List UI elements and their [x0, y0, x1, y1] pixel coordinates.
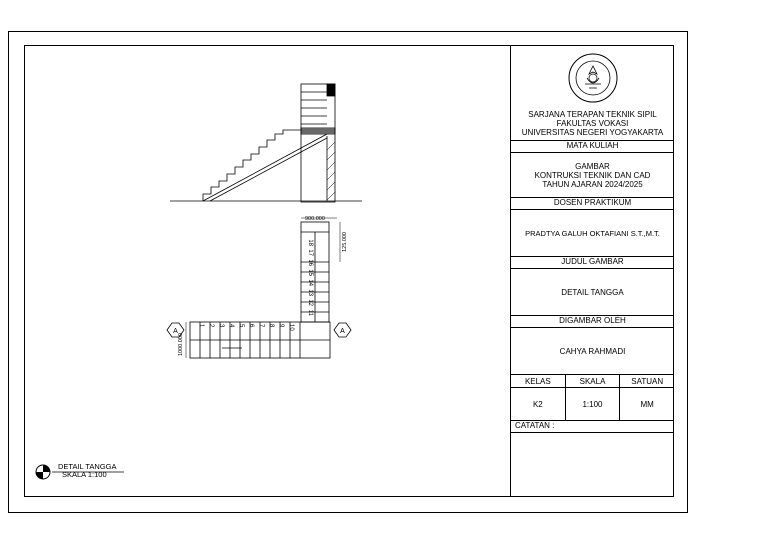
step-number: 2 [208, 324, 214, 328]
institution-line-3: UNIVERSITAS NEGERI YOGYAKARTA [521, 128, 664, 137]
svg-text:A: A [340, 328, 345, 335]
step-number: 5 [238, 324, 244, 328]
step-number: 7 [258, 324, 264, 328]
step-number: 17 [307, 249, 313, 256]
lecturer-name [511, 210, 674, 257]
step-number: 12 [307, 299, 313, 306]
dim-side: 125.000 [342, 232, 348, 252]
course-line-1: GAMBAR [575, 161, 610, 171]
dim-top: 900.000 [305, 216, 325, 222]
info-values [511, 388, 674, 421]
drawing-title [511, 269, 674, 316]
step-number: 6 [248, 324, 254, 328]
course-label: MATA KULIAH [511, 141, 674, 153]
step-number: 8 [268, 324, 274, 328]
header-kelas: KELAS [511, 375, 566, 387]
drawing-label-scale: SKALA 1:100 [62, 470, 107, 479]
header-satuan: SATUAN [631, 376, 664, 386]
value-satuan: MM [640, 399, 654, 409]
drawn-by [511, 328, 674, 375]
lecturer-text: PRADTYA GALUH OKTAFIANI S.T.,M.T. [525, 228, 660, 238]
drawing-label-title: DETAIL TANGGA [58, 462, 117, 471]
step-number: 1 [198, 324, 204, 328]
svg-text:A: A [173, 328, 178, 335]
step-number: 10 [288, 324, 294, 331]
title-block [510, 45, 674, 497]
dim-left: 1000.000 [178, 333, 184, 356]
stair-plan [186, 218, 340, 358]
header-skala: SKALA [566, 375, 621, 387]
institution-line-1: SARJANA TERAPAN TEKNIK SIPIL [528, 110, 657, 119]
notes-label: CATATAN : [511, 421, 674, 433]
drawn-by-text: CAHYA RAHMADI [559, 346, 626, 356]
step-number: 14 [307, 279, 313, 286]
institution-line-2: FAKULTAS VOKASI [556, 119, 629, 128]
drawn-by-label: DIGAMBAR OLEH [511, 316, 674, 328]
step-number: 3 [218, 324, 224, 328]
svg-text:·: · [591, 56, 594, 61]
step-number: 9 [278, 324, 284, 328]
course-line-2: KONTRUKSI TEKNIK DAN CAD [534, 170, 651, 180]
university-seal-icon [567, 52, 619, 104]
value-skala: 1:100 [566, 388, 621, 420]
stair-elevation [170, 84, 362, 202]
step-number: 18 [307, 239, 313, 246]
info-headers [511, 375, 674, 388]
institution-block [511, 45, 674, 141]
course-line-3: TAHUN AJARAN 2024/2025 [542, 179, 643, 189]
step-number: 4 [228, 324, 234, 328]
step-number: 15 [307, 269, 313, 276]
drawing-title-label: JUDUL GAMBAR [511, 257, 674, 269]
lecturer-label: DOSEN PRAKTIKUM [511, 198, 674, 210]
value-kelas: K2 [511, 388, 566, 420]
drawing-label [34, 463, 116, 479]
course-block [511, 153, 674, 198]
drawing-title-text: DETAIL TANGGA [561, 287, 624, 297]
step-number: 11 [307, 309, 313, 316]
step-number: 13 [307, 289, 313, 296]
step-number: 16 [307, 259, 313, 266]
